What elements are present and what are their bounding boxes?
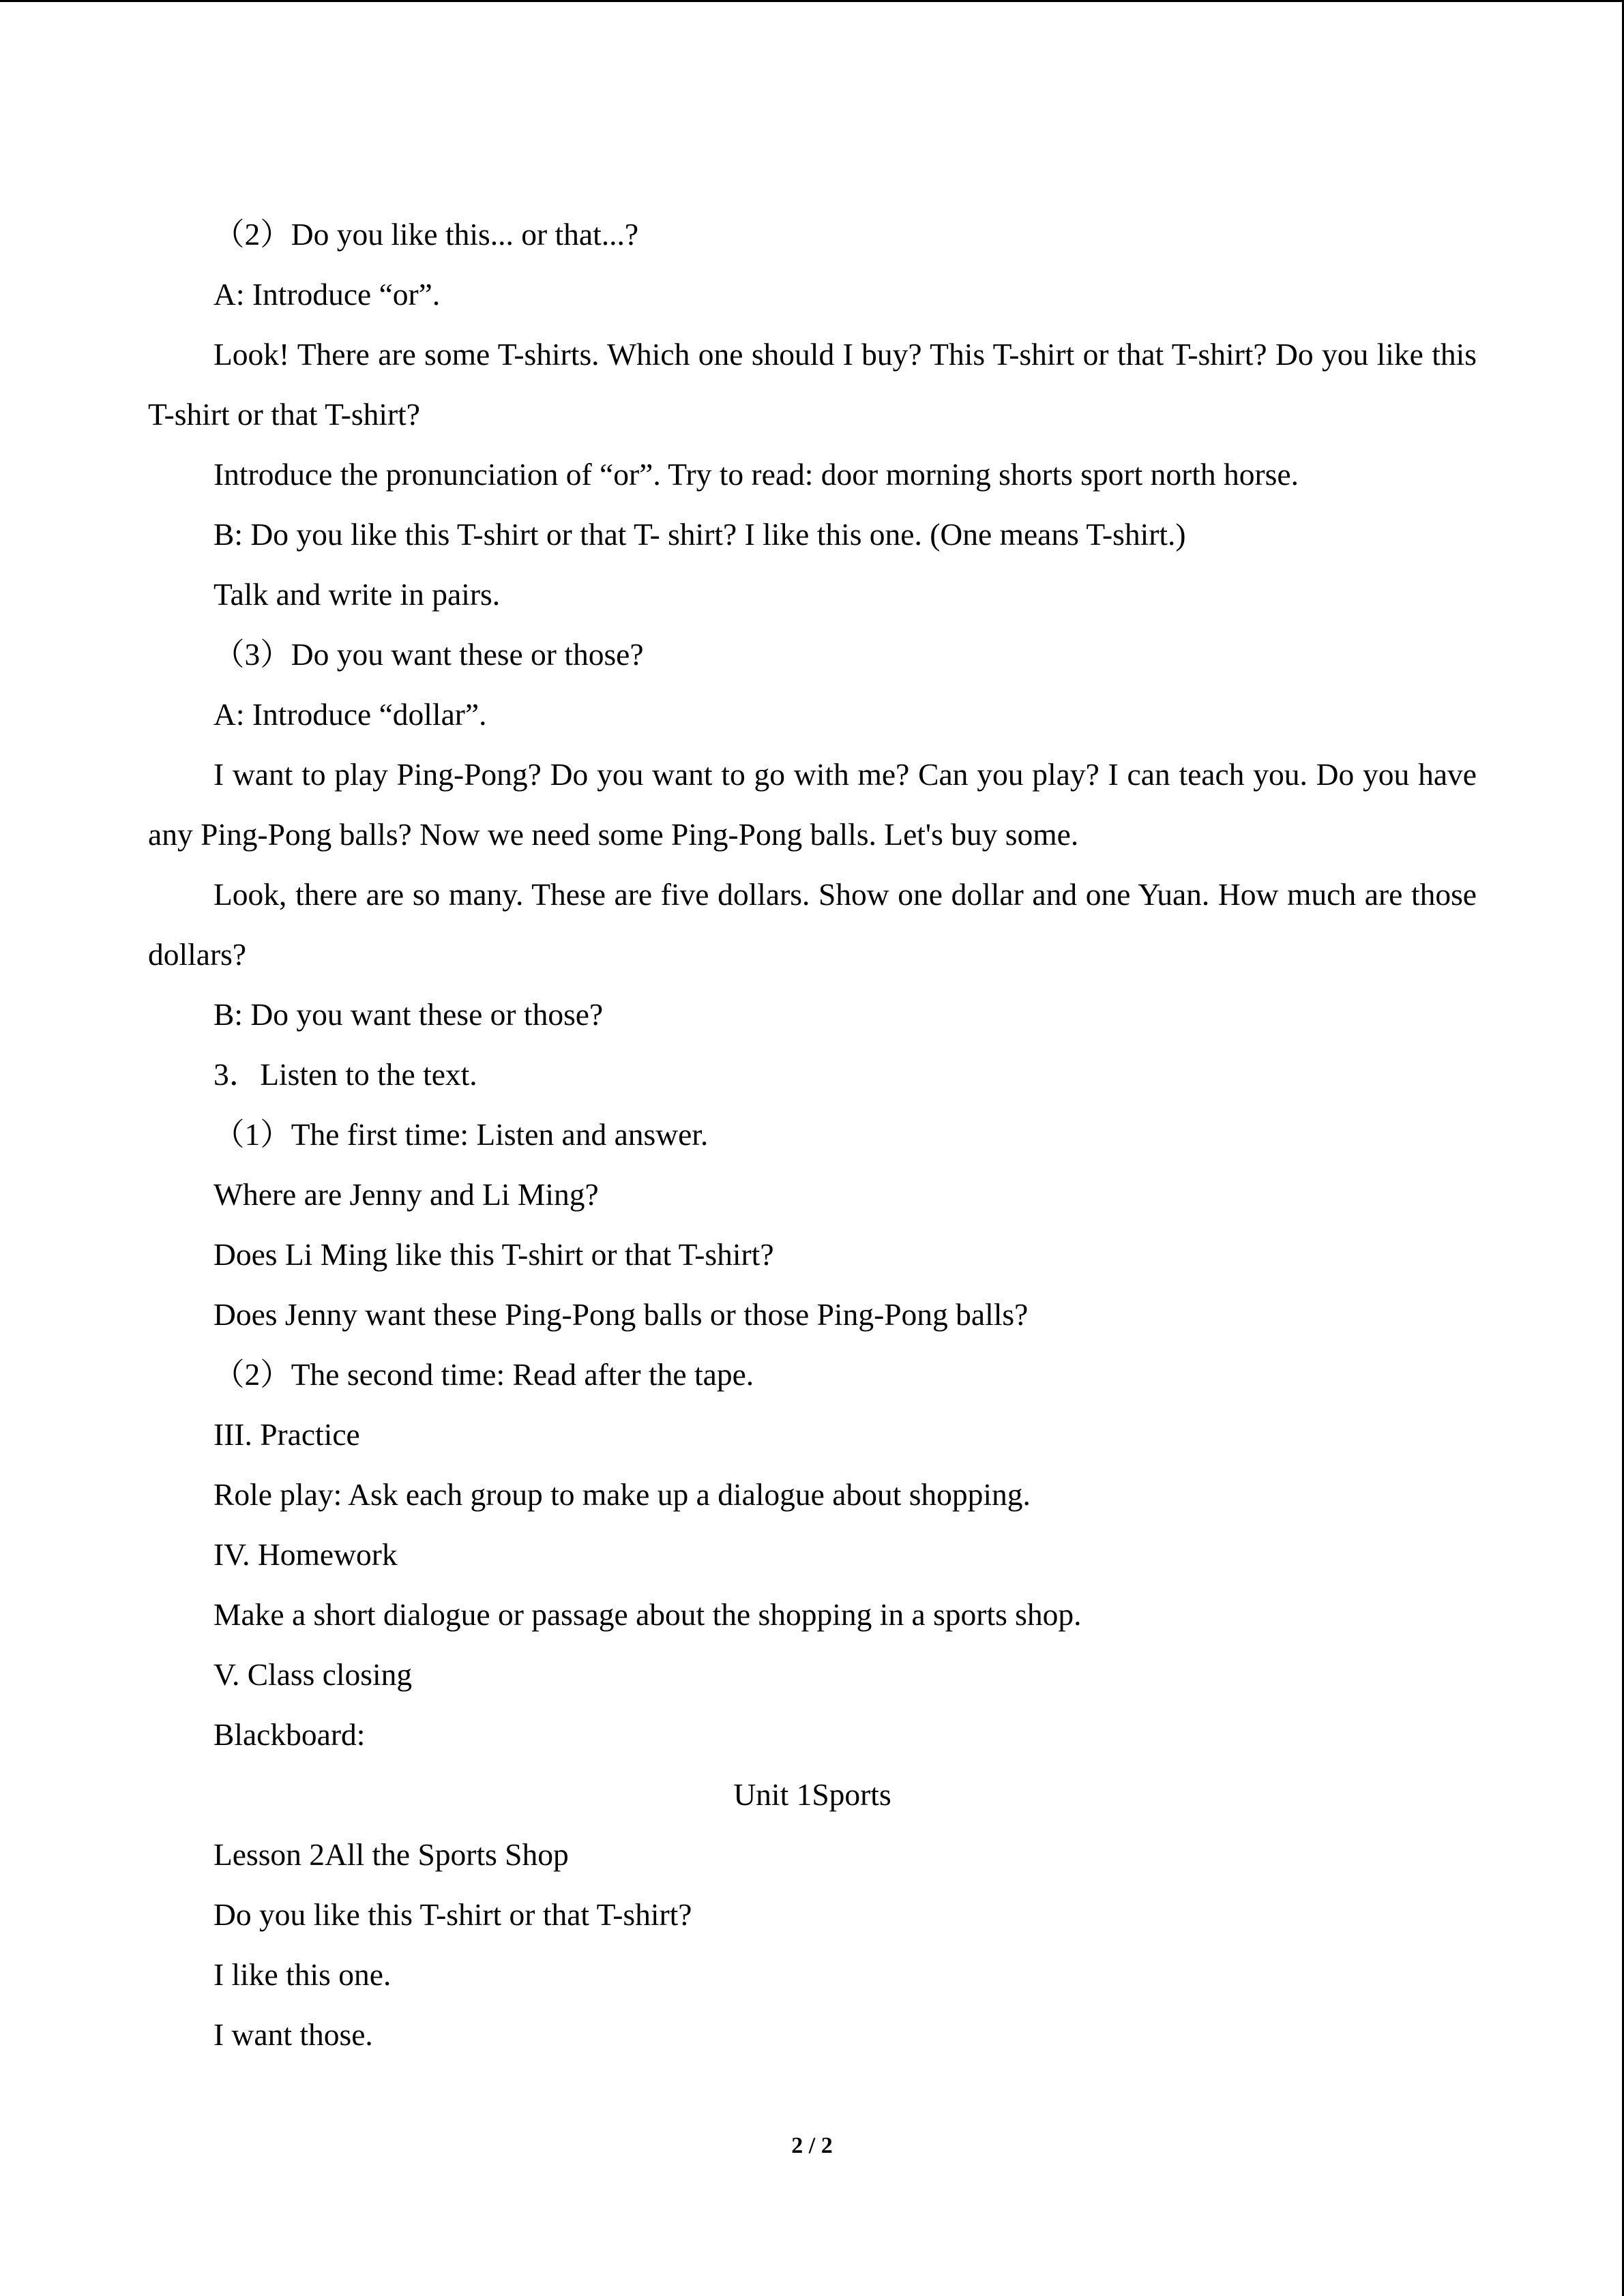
top-border bbox=[0, 0, 1624, 2]
paragraph: A: Introduce “dollar”. bbox=[213, 697, 487, 732]
paragraph: Look, there are so many. These are five dollars. Show one dollar and one Yuan. How much are those dollars? bbox=[148, 877, 1477, 972]
paragraph: A: Introduce “or”. bbox=[213, 277, 441, 312]
paragraph: （2）The second time: Read after the tape. bbox=[213, 1357, 754, 1392]
blackboard-unit-title: Unit 1Sports bbox=[733, 1777, 891, 1812]
blackboard-line: I like this one. bbox=[213, 1957, 392, 1992]
paragraph: B: Do you want these or those? bbox=[213, 997, 604, 1032]
heading-do-you-like: （2）Do you like this... or that...? bbox=[213, 217, 639, 252]
paragraph: I want to play Ping-Pong? Do you want to go with me? Can you play? I can teach you. Do you have any Ping-Pong balls? Now we need some Ping-Pong balls. Let's buy some. bbox=[148, 757, 1477, 852]
document-body bbox=[148, 205, 1477, 2065]
paragraph: B: Do you like this T-shirt or that T- shirt? I like this one. (One means T-shirt.) bbox=[213, 517, 1186, 552]
blackboard-label: Blackboard: bbox=[213, 1717, 366, 1752]
paragraph: Make a short dialogue or passage about the shopping in a sports shop. bbox=[213, 1597, 1082, 1632]
paragraph: Look! There are some T-shirts. Which one should I buy? This T-shirt or that T-shirt? Do you like this T-shirt or that T-shirt? bbox=[148, 337, 1477, 432]
heading-homework: IV. Homework bbox=[213, 1537, 398, 1572]
blackboard-line: I want those. bbox=[213, 2017, 373, 2052]
paragraph: Does Jenny want these Ping-Pong balls or those Ping-Pong balls? bbox=[213, 1297, 1029, 1332]
paragraph: Where are Jenny and Li Ming? bbox=[213, 1177, 599, 1212]
heading-practice: III. Practice bbox=[213, 1417, 360, 1452]
blackboard-line: Do you like this T-shirt or that T-shirt? bbox=[213, 1897, 692, 1932]
paragraph: Does Li Ming like this T-shirt or that T-shirt? bbox=[213, 1237, 774, 1272]
paragraph: Role play: Ask each group to make up a dialogue about shopping. bbox=[213, 1477, 1031, 1512]
heading-listen: 3．Listen to the text. bbox=[213, 1057, 477, 1092]
paragraph: Talk and write in pairs. bbox=[213, 577, 501, 612]
page-number: 2 / 2 bbox=[791, 2133, 833, 2158]
heading-do-you-want: （3）Do you want these or those? bbox=[213, 637, 644, 672]
heading-class-closing: V. Class closing bbox=[213, 1657, 413, 1692]
blackboard-lesson-title: Lesson 2All the Sports Shop bbox=[213, 1837, 569, 1872]
paragraph: Introduce the pronunciation of “or”. Try to read: door morning shorts sport north horse. bbox=[213, 457, 1299, 492]
paragraph: （1）The first time: Listen and answer. bbox=[213, 1117, 709, 1152]
